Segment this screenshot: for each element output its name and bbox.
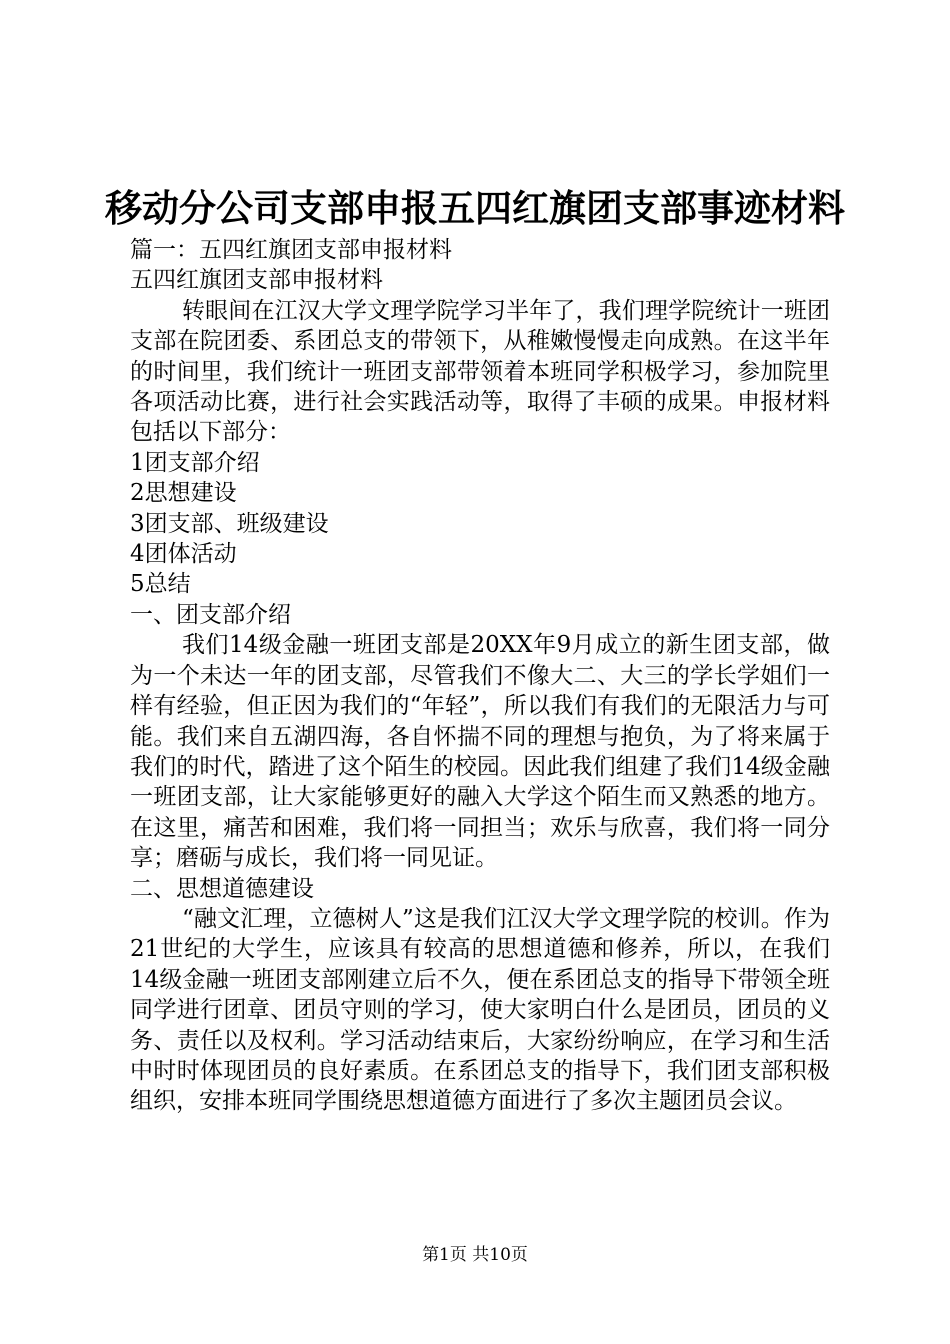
paragraph-intro: 转眼间在江汉大学文理学院学习半年了，我们理学院统计一班团支部在院团委、系团总支的带领下，从稚嫩慢慢走向成熟。在这半年的时间里，我们统计一班团支部带领着本班同学积极学习，参加院里各项活动比赛，进行社会实践活动等，取得了丰硕的成果。申报材料包括以下部分： (130, 297, 830, 446)
list-item: 4团体活动 (130, 541, 237, 568)
paragraph-branch-intro: 我们14级金融一班团支部是20XX年9月成立的新生团支部，做为一个未达一年的团支部，尽管我们不像大二、大三的学长学姐们一样有经验，但正因为我们的“年轻”，所以我们有我们的无限活力与可能。我们来自五湖四海，各自怀揣不同的理想与抱负，为了将来属于我们的时代，踏进了这个陌生的校园。因此我们组建了我们14级金融一班团支部，让大家能够更好的融入大学这个陌生而又熟悉的地方。在这里，痛苦和困难，我们将一同担当；欢乐与欣喜，我们将一同分享；磨砺与成长，我们将一同见证。 (130, 632, 830, 872)
list-item: 3团支部、班级建设 (130, 510, 329, 537)
section-heading: 二、思想道德建设 (130, 875, 314, 902)
document-body (130, 235, 830, 1117)
list-item: 5总结 (130, 571, 191, 598)
document-title: 移动分公司支部申报五四红旗团支部事迹材料 (105, 187, 845, 230)
list-item: 1团支部介绍 (130, 449, 260, 476)
subtitle: 五四红旗团支部申报材料 (130, 267, 383, 294)
paragraph-ideology: “融文汇理，立德树人”这是我们江汉大学文理学院的校训。作为21世纪的大学生，应该具有较高的思想道德和修养，所以，在我们14级金融一班团支部刚建立后不久，便在系团总支的指导下带领全班同学进行团章、团员守则的学习，使大家明白什么是团员，团员的义务、责任以及权利。学习活动结束后，大家纷纷响应，在学习和生活中时时体现团员的良好素质。在系团总支的指导下，我们团支部积极组织，安排本班同学围绕思想道德方面进行了多次主题团员会议。 (130, 905, 830, 1115)
list-item: 2思想建设 (130, 480, 237, 507)
section-label: 篇一：五四红旗团支部申报材料 (130, 237, 452, 263)
section-heading: 一、团支部介绍 (130, 601, 291, 628)
page-footer: 第1页 共10页 (422, 1245, 528, 1265)
